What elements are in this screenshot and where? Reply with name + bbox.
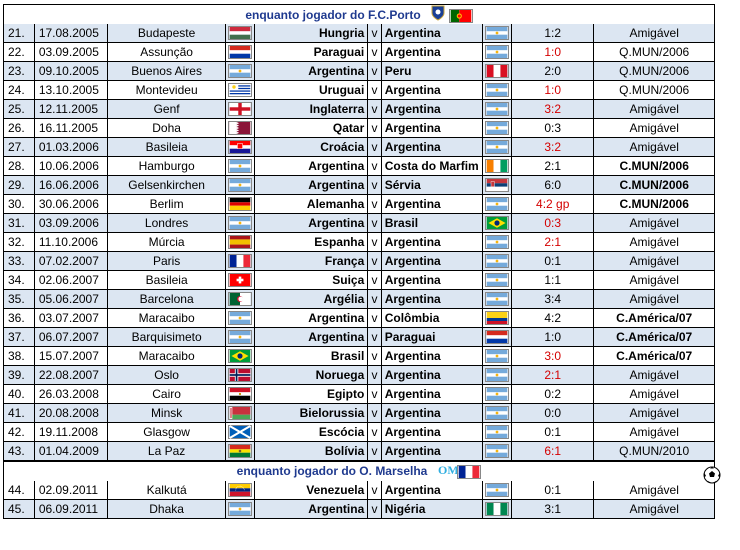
competition: Amigável xyxy=(594,423,715,442)
flag-peru-icon xyxy=(483,62,512,81)
match-date: 03.07.2007 xyxy=(35,309,108,328)
table-row xyxy=(3,100,715,119)
away-team: Argentina xyxy=(382,138,484,157)
match-score: 3:2 xyxy=(512,138,594,157)
match-city: Kalkutá xyxy=(108,481,227,500)
match-date: 03.09.2006 xyxy=(35,214,108,233)
flag-argentina-icon xyxy=(226,214,255,233)
flag-venezuela-icon xyxy=(226,481,255,500)
table-row xyxy=(3,24,715,43)
away-team: Argentina xyxy=(382,442,484,461)
flag-argentina-icon xyxy=(226,309,255,328)
competition: C.MUN/2006 xyxy=(594,176,715,195)
competition: Amigável xyxy=(594,404,715,423)
versus-separator: v xyxy=(368,309,381,328)
versus-separator: v xyxy=(368,62,381,81)
match-date: 26.03.2008 xyxy=(35,385,108,404)
away-team: Sérvia xyxy=(382,176,484,195)
versus-separator: v xyxy=(368,252,381,271)
home-team: Espanha xyxy=(255,233,368,252)
flag-serbia-icon xyxy=(483,176,512,195)
table-row xyxy=(3,62,715,81)
away-team: Argentina xyxy=(382,423,484,442)
match-score: 1:0 xyxy=(512,328,594,347)
home-team: Argentina xyxy=(255,176,368,195)
home-team: Argélia xyxy=(255,290,368,309)
match-score: 0:1 xyxy=(512,423,594,442)
section-title-text: enquanto jogador do F.C.Porto xyxy=(245,8,421,23)
matches-table xyxy=(3,4,715,519)
versus-separator: v xyxy=(368,290,381,309)
home-team: França xyxy=(255,252,368,271)
match-city: Dhaka xyxy=(108,500,227,519)
flag-argentina-icon xyxy=(483,24,512,43)
away-team: Argentina xyxy=(382,24,484,43)
competition: Amigável xyxy=(594,366,715,385)
match-date: 09.10.2005 xyxy=(35,62,108,81)
match-city: Oslo xyxy=(108,366,227,385)
section-title-text: enquanto jogador do O. Marselha xyxy=(236,464,428,479)
home-team: Qatar xyxy=(255,119,368,138)
away-team: Argentina xyxy=(382,252,484,271)
competition: Amigável xyxy=(594,100,715,119)
away-team: Argentina xyxy=(382,271,484,290)
versus-separator: v xyxy=(368,328,381,347)
table-row xyxy=(3,176,715,195)
match-number: 39. xyxy=(4,366,35,385)
home-team: Argentina xyxy=(255,500,368,519)
match-number: 24. xyxy=(4,81,35,100)
versus-separator: v xyxy=(368,385,381,404)
flag-ivory-coast-icon xyxy=(483,157,512,176)
versus-separator: v xyxy=(368,100,381,119)
home-team: Bielorussia xyxy=(255,404,368,423)
match-number: 41. xyxy=(4,404,35,423)
match-score: 4:2 gp xyxy=(512,195,594,214)
match-number: 43. xyxy=(4,442,35,461)
match-number: 33. xyxy=(4,252,35,271)
match-score: 0:3 xyxy=(512,119,594,138)
versus-separator: v xyxy=(368,176,381,195)
match-date: 10.06.2006 xyxy=(35,157,108,176)
flag-argentina-icon xyxy=(483,366,512,385)
competition: Amigável xyxy=(594,500,715,519)
flag-argentina-icon xyxy=(483,385,512,404)
flag-argentina-icon xyxy=(483,290,512,309)
flag-argentina-icon xyxy=(483,442,512,461)
match-city: Montevideu xyxy=(108,81,227,100)
match-date: 16.11.2005 xyxy=(35,119,108,138)
match-number: 40. xyxy=(4,385,35,404)
match-score: 3:4 xyxy=(512,290,594,309)
match-score: 1:1 xyxy=(512,271,594,290)
match-number: 31. xyxy=(4,214,35,233)
home-team: Inglaterra xyxy=(255,100,368,119)
match-date: 17.08.2005 xyxy=(35,24,108,43)
match-score: 2:0 xyxy=(512,62,594,81)
section-title xyxy=(3,461,715,481)
match-date: 19.11.2008 xyxy=(35,423,108,442)
match-date: 05.06.2007 xyxy=(35,290,108,309)
fc-porto-crest-icon xyxy=(431,5,445,27)
flag-argentina-icon xyxy=(483,271,512,290)
flag-qatar-icon xyxy=(226,119,255,138)
table-row xyxy=(3,309,715,328)
away-team: Brasil xyxy=(382,214,484,233)
home-team: Argentina xyxy=(255,328,368,347)
versus-separator: v xyxy=(368,442,381,461)
match-date: 02.06.2007 xyxy=(35,271,108,290)
match-number: 45. xyxy=(4,500,35,519)
home-team: Alemanha xyxy=(255,195,368,214)
match-city: Maracaibo xyxy=(108,309,227,328)
flag-algeria-icon xyxy=(226,290,255,309)
away-team: Argentina xyxy=(382,366,484,385)
versus-separator: v xyxy=(368,195,381,214)
versus-separator: v xyxy=(368,481,381,500)
flag-argentina-icon xyxy=(483,119,512,138)
competition: C.América/07 xyxy=(594,309,715,328)
away-team: Argentina xyxy=(382,43,484,62)
match-city: Londres xyxy=(108,214,227,233)
match-date: 01.04.2009 xyxy=(35,442,108,461)
competition: C.MUN/2006 xyxy=(594,157,715,176)
flag-argentina-icon xyxy=(483,423,512,442)
away-team: Costa do Marfim xyxy=(382,157,484,176)
table-row xyxy=(3,252,715,271)
match-score: 0:0 xyxy=(512,404,594,423)
match-score: 0:1 xyxy=(512,481,594,500)
match-city: Basileia xyxy=(108,271,227,290)
section-title xyxy=(3,4,715,24)
match-date: 02.09.2011 xyxy=(35,481,108,500)
flag-norway-icon xyxy=(226,366,255,385)
flag-uruguay-icon xyxy=(226,81,255,100)
flag-colombia-icon xyxy=(483,309,512,328)
versus-separator: v xyxy=(368,423,381,442)
match-city: Gelsenkirchen xyxy=(108,176,227,195)
match-city: Barquisimeto xyxy=(108,328,227,347)
away-team: Argentina xyxy=(382,119,484,138)
table-row xyxy=(3,385,715,404)
flag-spain-icon xyxy=(226,233,255,252)
competition: Q.MUN/2010 xyxy=(594,442,715,461)
match-date: 20.08.2008 xyxy=(35,404,108,423)
versus-separator: v xyxy=(368,43,381,62)
competition: Amigável xyxy=(594,24,715,43)
home-team: Croácia xyxy=(255,138,368,157)
match-city: Maracaibo xyxy=(108,347,227,366)
competition: Q.MUN/2006 xyxy=(594,43,715,62)
match-number: 44. xyxy=(4,481,35,500)
match-score: 2:1 xyxy=(512,366,594,385)
away-team: Argentina xyxy=(382,195,484,214)
competition: Amigável xyxy=(594,385,715,404)
table-row xyxy=(3,328,715,347)
flag-brazil-icon xyxy=(226,347,255,366)
match-score: 0:1 xyxy=(512,252,594,271)
match-number: 23. xyxy=(4,62,35,81)
flag-england-icon xyxy=(226,100,255,119)
flag-argentina-icon xyxy=(483,233,512,252)
competition: C.MUN/2006 xyxy=(594,195,715,214)
match-date: 15.07.2007 xyxy=(35,347,108,366)
flag-bolivia-icon xyxy=(226,442,255,461)
home-team: Argentina xyxy=(255,214,368,233)
table-row xyxy=(3,366,715,385)
away-team: Argentina xyxy=(382,385,484,404)
table-row xyxy=(3,500,715,519)
home-team: Paraguai xyxy=(255,43,368,62)
table-row xyxy=(3,119,715,138)
football-icon xyxy=(703,466,721,489)
table-row xyxy=(3,347,715,366)
versus-separator: v xyxy=(368,24,381,43)
match-city: Genf xyxy=(108,100,227,119)
table-row xyxy=(3,481,715,500)
table-row xyxy=(3,157,715,176)
match-score: 1:0 xyxy=(512,81,594,100)
away-team: Nigéria xyxy=(382,500,484,519)
flag-argentina-icon xyxy=(483,81,512,100)
away-team: Argentina xyxy=(382,290,484,309)
table-row xyxy=(3,43,715,62)
match-city: Cairo xyxy=(108,385,227,404)
match-score: 6:1 xyxy=(512,442,594,461)
match-number: 21. xyxy=(4,24,35,43)
match-city: Budapeste xyxy=(108,24,227,43)
match-city: Minsk xyxy=(108,404,227,423)
match-date: 11.10.2006 xyxy=(35,233,108,252)
flag-brazil-icon xyxy=(483,214,512,233)
match-date: 22.08.2007 xyxy=(35,366,108,385)
match-score: 3:0 xyxy=(512,347,594,366)
flag-france-icon xyxy=(457,465,481,479)
competition: Amigável xyxy=(594,119,715,138)
flag-belarus-icon xyxy=(226,404,255,423)
table-row xyxy=(3,195,715,214)
flag-hungary-icon xyxy=(226,24,255,43)
flag-argentina-icon xyxy=(226,62,255,81)
match-city: Múrcia xyxy=(108,233,227,252)
competition: Amigável xyxy=(594,233,715,252)
match-score: 3:2 xyxy=(512,100,594,119)
svg-text:OM: OM xyxy=(438,463,460,477)
match-city: Hamburgo xyxy=(108,157,227,176)
match-date: 16.06.2006 xyxy=(35,176,108,195)
versus-separator: v xyxy=(368,138,381,157)
table-row xyxy=(3,214,715,233)
match-number: 22. xyxy=(4,43,35,62)
match-number: 30. xyxy=(4,195,35,214)
away-team: Argentina xyxy=(382,347,484,366)
flag-argentina-icon xyxy=(483,252,512,271)
table-row xyxy=(3,442,715,461)
match-number: 32. xyxy=(4,233,35,252)
match-number: 37. xyxy=(4,328,35,347)
match-date: 13.10.2005 xyxy=(35,81,108,100)
flag-argentina-icon xyxy=(226,328,255,347)
match-number: 28. xyxy=(4,157,35,176)
flag-argentina-icon xyxy=(483,404,512,423)
match-score: 0:2 xyxy=(512,385,594,404)
flag-paraguay-icon xyxy=(226,43,255,62)
away-team: Peru xyxy=(382,62,484,81)
table-row xyxy=(3,138,715,157)
competition: C.América/07 xyxy=(594,347,715,366)
home-team: Escócia xyxy=(255,423,368,442)
table-row xyxy=(3,233,715,252)
versus-separator: v xyxy=(368,404,381,423)
home-team: Noruega xyxy=(255,366,368,385)
match-city: Paris xyxy=(108,252,227,271)
home-team: Suiça xyxy=(255,271,368,290)
home-team: Venezuela xyxy=(255,481,368,500)
versus-separator: v xyxy=(368,157,381,176)
versus-separator: v xyxy=(368,347,381,366)
versus-separator: v xyxy=(368,81,381,100)
match-city: Buenos Aires xyxy=(108,62,227,81)
flag-argentina-icon xyxy=(226,176,255,195)
home-team: Hungria xyxy=(255,24,368,43)
home-team: Argentina xyxy=(255,157,368,176)
competition: Amigável xyxy=(594,481,715,500)
versus-separator: v xyxy=(368,500,381,519)
table-row xyxy=(3,404,715,423)
flag-paraguay-icon xyxy=(483,328,512,347)
match-score: 4:2 xyxy=(512,309,594,328)
competition: Amigável xyxy=(594,271,715,290)
table-row xyxy=(3,423,715,442)
home-team: Argentina xyxy=(255,309,368,328)
home-team: Egipto xyxy=(255,385,368,404)
flag-argentina-icon xyxy=(483,481,512,500)
flag-france-icon xyxy=(226,252,255,271)
home-team: Uruguai xyxy=(255,81,368,100)
flag-argentina-icon xyxy=(226,157,255,176)
match-number: 38. xyxy=(4,347,35,366)
away-team: Argentina xyxy=(382,481,484,500)
match-score: 1:0 xyxy=(512,43,594,62)
competition: Q.MUN/2006 xyxy=(594,62,715,81)
away-team: Paraguai xyxy=(382,328,484,347)
match-score: 2:1 xyxy=(512,157,594,176)
flag-argentina-icon xyxy=(483,347,512,366)
match-date: 01.03.2006 xyxy=(35,138,108,157)
match-city: Berlim xyxy=(108,195,227,214)
match-city: Doha xyxy=(108,119,227,138)
flag-argentina-icon xyxy=(483,43,512,62)
flag-argentina-icon xyxy=(483,195,512,214)
away-team: Argentina xyxy=(382,81,484,100)
match-number: 35. xyxy=(4,290,35,309)
om-marseille-crest-icon xyxy=(437,462,460,482)
home-team: Brasil xyxy=(255,347,368,366)
flag-argentina-icon xyxy=(483,138,512,157)
match-city: Glasgow xyxy=(108,423,227,442)
flag-egypt-icon xyxy=(226,385,255,404)
competition: Amigável xyxy=(594,290,715,309)
table-row xyxy=(3,81,715,100)
flag-portugal-icon xyxy=(449,9,473,23)
match-number: 42. xyxy=(4,423,35,442)
flag-croatia-icon xyxy=(226,138,255,157)
competition: Amigável xyxy=(594,252,715,271)
match-city: Assunção xyxy=(108,43,227,62)
match-number: 25. xyxy=(4,100,35,119)
match-number: 26. xyxy=(4,119,35,138)
competition: Amigável xyxy=(594,214,715,233)
flag-nigeria-icon xyxy=(483,500,512,519)
match-date: 07.02.2007 xyxy=(35,252,108,271)
match-number: 34. xyxy=(4,271,35,290)
match-number: 29. xyxy=(4,176,35,195)
match-date: 12.11.2005 xyxy=(35,100,108,119)
match-number: 36. xyxy=(4,309,35,328)
match-date: 06.07.2007 xyxy=(35,328,108,347)
away-team: Argentina xyxy=(382,404,484,423)
match-date: 03.09.2005 xyxy=(35,43,108,62)
competition: C.América/07 xyxy=(594,328,715,347)
table-row xyxy=(3,271,715,290)
away-team: Colômbia xyxy=(382,309,484,328)
match-number: 27. xyxy=(4,138,35,157)
competition: Q.MUN/2006 xyxy=(594,81,715,100)
match-city: La Paz xyxy=(108,442,227,461)
flag-scotland-icon xyxy=(226,423,255,442)
match-score: 3:1 xyxy=(512,500,594,519)
versus-separator: v xyxy=(368,214,381,233)
versus-separator: v xyxy=(368,271,381,290)
away-team: Argentina xyxy=(382,100,484,119)
match-score: 2:1 xyxy=(512,233,594,252)
match-score: 1:2 xyxy=(512,24,594,43)
flag-germany-icon xyxy=(226,195,255,214)
match-date: 30.06.2006 xyxy=(35,195,108,214)
flag-argentina-icon xyxy=(483,100,512,119)
versus-separator: v xyxy=(368,119,381,138)
versus-separator: v xyxy=(368,233,381,252)
match-date: 06.09.2011 xyxy=(35,500,108,519)
versus-separator: v xyxy=(368,366,381,385)
match-score: 0:3 xyxy=(512,214,594,233)
flag-switzerland-icon xyxy=(226,271,255,290)
flag-argentina-icon xyxy=(226,500,255,519)
match-score: 6:0 xyxy=(512,176,594,195)
away-team: Argentina xyxy=(382,233,484,252)
table-row xyxy=(3,290,715,309)
home-team: Argentina xyxy=(255,62,368,81)
match-city: Barcelona xyxy=(108,290,227,309)
competition: Amigável xyxy=(594,138,715,157)
match-city: Basileia xyxy=(108,138,227,157)
home-team: Bolívia xyxy=(255,442,368,461)
